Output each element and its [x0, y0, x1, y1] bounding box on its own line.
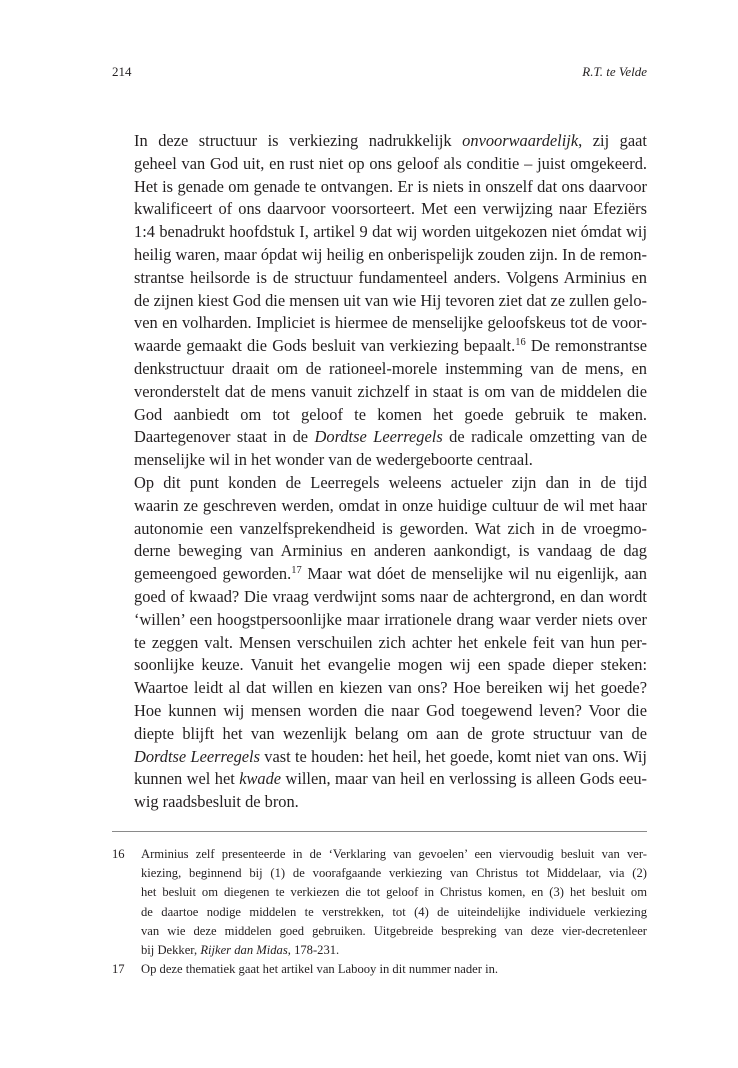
footnote-16	[112, 845, 647, 960]
footnote-number: 16	[112, 847, 125, 861]
footnote-line: van wie deze middelen goed gebruiken. Uitgebreide bespreking van deze vier-decretenleer	[141, 923, 647, 938]
footnote-number: 17	[112, 962, 125, 977]
book-title: Rijker dan Midas	[200, 943, 288, 958]
text-line: kunnen wel het kwade willen, maar van heil en verlossing is alleen Gods eeu-	[134, 769, 647, 789]
text-line: Waartoe leidt al dat willen en kiezen van ons? Hoe bereiken wij het goede?	[134, 678, 647, 698]
text-line: de zijnen kiest God die mensen uit van wie Hij tevoren ziet dat ze zullen gelo-	[134, 290, 647, 310]
body-text	[112, 130, 647, 814]
paragraph-2	[112, 472, 647, 814]
text-line: ‘willen’ een hoogstpersoonlijke maar irrationele drang waar verder niets over	[134, 609, 647, 629]
footnotes	[112, 845, 647, 979]
emphasis: Dordtse Leerregels	[134, 746, 260, 766]
text-line: soonlijke keuze. Vanuit het evangelie mogen wij een spade dieper steken:	[134, 655, 647, 675]
text-line: te zeggen valt. Mensen verschuilen zich achter het enkele feit van hun per-	[134, 632, 647, 652]
text-line: denkstructuur draait om de rationeel-morele instemming van de mens, en	[134, 358, 647, 378]
footnote-line: Op deze thematiek gaat het artikel van Labooy in dit nummer nader in.	[141, 962, 499, 977]
text-line: derne beweging van Arminius en anderen aankondigt, is vandaag de dag	[134, 541, 647, 561]
text-line: Daartegenover staat in de Dordtse Leerregels de radicale omzetting van de	[134, 427, 647, 447]
footnote-line: het besluit om diegenen te verkiezen die tot geloof in Christus komen, en (3) het besluit om	[141, 885, 647, 900]
text-line: ven en volharden. Impliciet is hiermee de menselijke geloofskeus tot de voor-	[134, 313, 647, 333]
text-line: strantse heilsorde is de structuur fundamenteel anders. Volgens Arminius en	[134, 267, 647, 287]
text-line: diepte blijft het van wezenlijk belang om aan de grote structuur van de	[134, 723, 647, 743]
text-line: In deze structuur is verkiezing nadrukkelijk onvoorwaardelijk, zij gaat	[134, 131, 647, 150]
text-line: gemeengoed geworden.$^{17}$ Maar wat dóet de menselijke wil nu eigenlijk, aan	[134, 564, 647, 584]
footnote-line: de daartoe nodige middelen te verstrekken, tot (4) de uiteindelijke individuele verkiezing	[141, 904, 647, 919]
footnote-ref-17[interactable]: 17	[291, 565, 302, 577]
paragraph-1	[112, 130, 647, 472]
text-line: God aanbiedt om tot geloof te komen het goede gebruik te maken.	[134, 404, 647, 424]
text-line: veronderstelt dat de mens vanuit zichzelf in staat is om van de middelen die	[134, 381, 647, 401]
footnote-line: kiezing, beginnend bij (1) de voorafgaande verkiezing van Christus tot Middelaar, via (2)	[141, 866, 647, 881]
footnote-ref-16[interactable]: 16	[515, 337, 526, 349]
text-line: Het is genade om genade te ontvangen. Er is niets in onszelf dat ons daarvoor	[134, 176, 647, 196]
footnote-line: bij Dekker, Rijker dan Midas, 178-231.	[141, 943, 340, 958]
running-head: R.T. te Velde	[582, 64, 647, 79]
text-line: goed of kwaad? Die vraag verdwijnt soms naar de achtergrond, en dan wordt	[134, 586, 647, 606]
emphasis: kwade	[239, 769, 282, 789]
text-line: autonomie een vanzelfsprekendheid is geworden. Wat zich in de vroegmo-	[134, 518, 647, 538]
text-line: Hoe kunnen wij mensen worden die naar God toegewend leven? Voor die	[134, 700, 647, 720]
text-line: Dordtse Leerregels vast te houden: het heil, het goede, komt niet van ons. Wij	[134, 746, 647, 766]
text-line: menselijke wil in het wonder van de wedergeboorte centraal.	[134, 450, 533, 470]
footnote-line: Arminius zelf presenteerde in de ‘Verklaring van gevoelen’ een viervoudig besluit van ver-	[141, 847, 647, 861]
text-line: 1:4 benadrukt hoofdstuk I, artikel 9 dat wij worden uitgekozen niet ómdat wij	[134, 222, 647, 242]
text-line: Op dit punt konden de Leerregels weleens actueler zijn dan in de tijd	[134, 472, 647, 492]
text-line: wig raadsbesluit de bron.	[134, 792, 299, 812]
text-line: kwalificeert of ons daarvoor voorsorteert. Met een verwijzing naar Efeziërs	[134, 199, 647, 219]
text-line: geheel van God uit, en rust niet op ons geloof als conditie – juist omgekeerd.	[134, 153, 647, 173]
emphasis: onvoorwaardelijk	[462, 131, 579, 150]
text-line: waarde gemaakt die Gods besluit van verkiezing bepaalt.$^{16}$ De remonstrantse	[134, 336, 647, 356]
footnote-divider	[112, 831, 647, 832]
text-line: waarin ze geschreven werden, omdat in onze huidige cultuur de wil met haar	[134, 495, 647, 515]
footnote-17	[112, 960, 647, 979]
emphasis: Dordtse Leerregels	[314, 427, 443, 447]
text-line: heilig waren, maar ópdat wij heilig en onberispelijk zouden zijn. In de remon-	[134, 244, 647, 264]
page-number: 214	[112, 64, 132, 79]
